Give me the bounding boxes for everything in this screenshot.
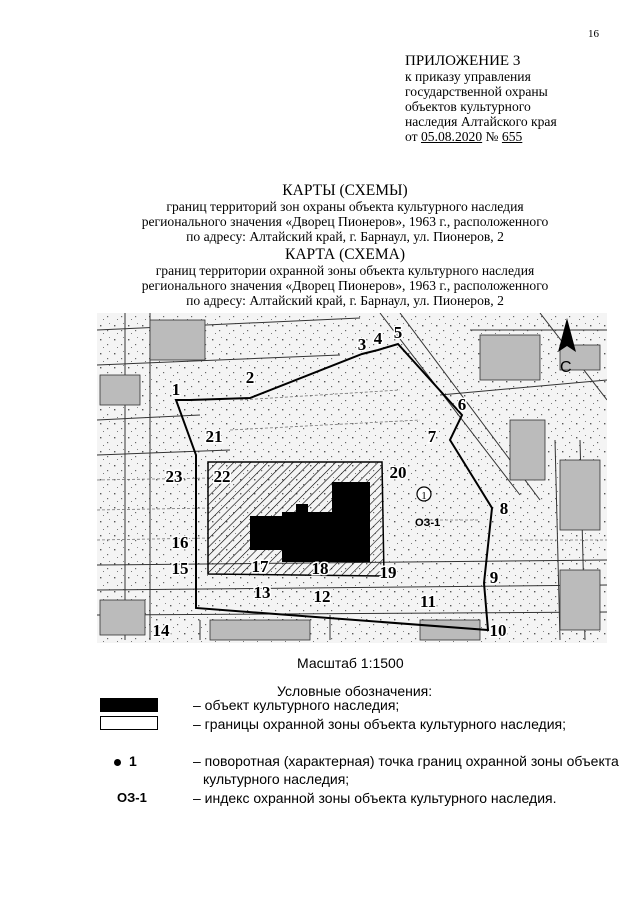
zone-index-label: ОЗ-1: [415, 517, 441, 529]
legend-turning-point-text: – поворотная (характерная) точка границ охранной зоны объекта: [193, 753, 619, 769]
legend-turning-point-symbol: 1: [129, 753, 137, 769]
appendix-order: [405, 129, 605, 144]
north-label: С: [560, 359, 572, 376]
boundary-point-label: 18: [311, 559, 329, 578]
appendix-line: государственной охраны: [405, 84, 548, 99]
heading-line: регионального значения «Дворец Пионеров», 1963 г., расположенного: [141, 214, 549, 229]
appendix-line: наследия Алтайского края: [405, 114, 557, 129]
heading-line: по адресу: Алтайский край, г. Барнаул, ул. Пионеров, 2: [186, 293, 504, 308]
boundary-point-label: 6: [457, 395, 467, 414]
boundary-point-label: 15: [171, 559, 189, 578]
map-canvas: [97, 313, 607, 643]
legend-turning-point-dot: [114, 759, 121, 766]
boundary-point-label: 4: [373, 329, 383, 348]
legend-heritage-object-swatch: [100, 698, 158, 712]
boundary-point-label: 13: [253, 583, 271, 602]
legend-zone-index-text: – индекс охранной зоны объекта культурного наследия.: [193, 790, 557, 806]
page-number: 16: [588, 28, 599, 40]
boundary-point-label: 19: [379, 563, 397, 582]
heading-map-title: КАРТА (СХЕМА): [284, 246, 405, 263]
date-prefix: от: [405, 129, 421, 144]
appendix-title: ПРИЛОЖЕНИЕ 3: [405, 53, 521, 69]
order-number: 655: [501, 129, 523, 144]
boundary-point-label: 11: [419, 592, 437, 611]
legend-turning-point-text-2: культурного наследия;: [203, 771, 350, 787]
boundary-point-label: 20: [389, 463, 407, 482]
heading-line: границ территорий зон охраны объекта культурного наследия: [166, 199, 524, 214]
scale-label: Масштаб 1:1500: [297, 655, 404, 671]
legend-zone-boundary-text: – границы охранной зоны объекта культурного наследия;: [193, 716, 567, 732]
boundary-point-label: 12: [313, 587, 331, 606]
heading-maps-title: КАРТЫ (СХЕМЫ): [282, 182, 408, 199]
boundary-point-label: 3: [357, 335, 367, 354]
boundary-point-label: 1: [171, 380, 181, 399]
heading-maps: [100, 182, 590, 244]
heading-line: границ территории охранной зоны объекта культурного наследия: [155, 263, 535, 278]
boundary-point-label: 23: [165, 467, 183, 486]
boundary-point-label: 21: [205, 427, 223, 446]
appendix-line: объектов культурного: [405, 99, 531, 114]
boundary-point-label: 10: [489, 621, 507, 640]
boundary-point-label: 9: [489, 568, 499, 587]
legend-title: Условные обозначения:: [277, 683, 433, 699]
legend-heritage-object-text: – объект культурного наследия;: [193, 697, 400, 713]
order-date: 05.08.2020: [420, 129, 483, 144]
legend-zone-boundary-swatch: [100, 716, 158, 730]
boundary-point-label: 8: [499, 499, 509, 518]
appendix-line: к приказу управления: [405, 69, 531, 84]
map-scheme: [97, 313, 607, 643]
zone-marker-label: 1: [421, 490, 427, 502]
boundary-point-label: 7: [427, 427, 437, 446]
boundary-point-label: 16: [171, 533, 189, 552]
boundary-point-label: 22: [213, 467, 231, 486]
legend-zone-index-symbol: ОЗ-1: [117, 790, 147, 805]
heading-line: регионального значения «Дворец Пионеров», 1963 г., расположенного: [141, 278, 549, 293]
heading-line: по адресу: Алтайский край, г. Барнаул, ул. Пионеров, 2: [186, 229, 504, 244]
number-prefix: №: [482, 129, 502, 144]
boundary-point-label: 14: [152, 621, 170, 640]
boundary-point-label: 2: [245, 368, 255, 387]
boundary-point-label: 5: [393, 323, 403, 342]
appendix-block: [405, 54, 605, 144]
boundary-point-label: 17: [251, 557, 269, 576]
heading-map: [100, 246, 590, 308]
